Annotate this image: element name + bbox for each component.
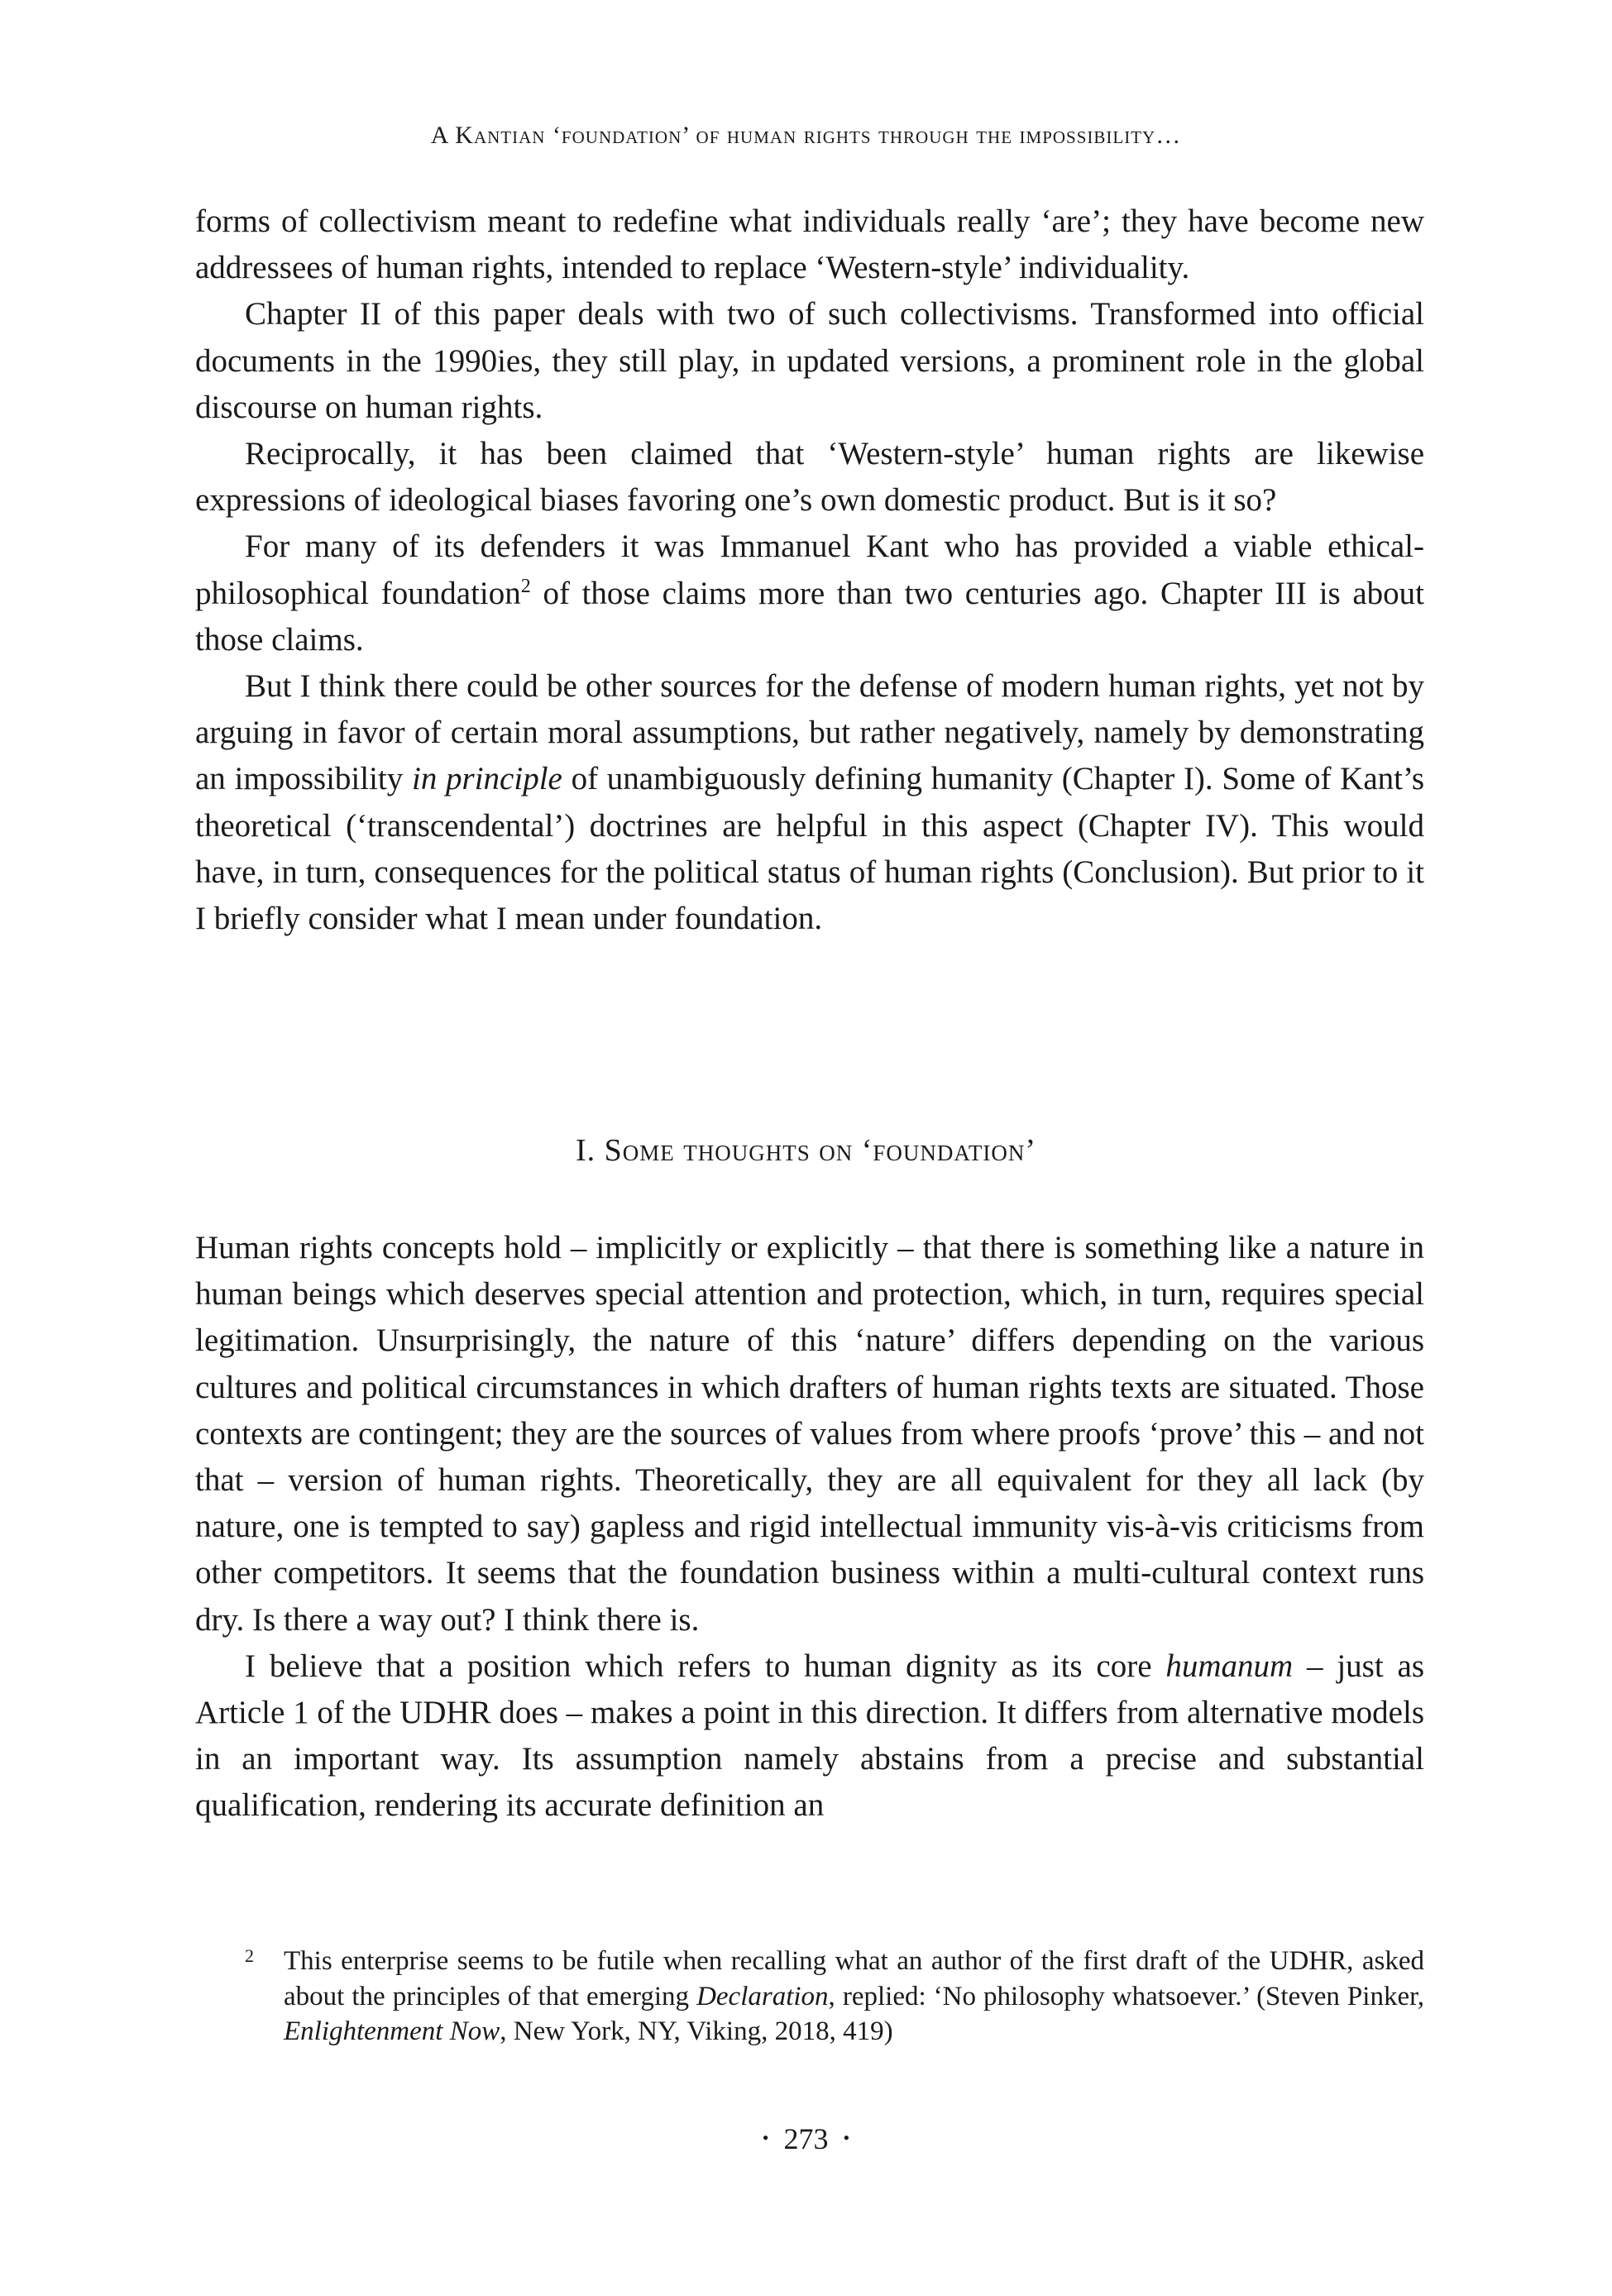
italic-text: Enlightenment Now: [284, 2016, 500, 2046]
paragraph: [195, 1225, 1424, 1643]
text-run: Reciprocally, it has been claimed that ‘Western-style’ human rights are likewise expressions of ideological biases favoring one’s own domestic product. But is it so?: [195, 436, 1424, 519]
text-run: , replied: ‘No philosophy whatsoever.’ (Steven Pinker,: [828, 1981, 1425, 2011]
paragraph: [195, 524, 1424, 663]
page-number-value: 273: [783, 2122, 829, 2155]
paragraph: [195, 1643, 1424, 1830]
footnote-number: 2: [245, 1945, 254, 1966]
italic-text: in principle: [411, 761, 562, 797]
paragraph: [195, 199, 1424, 291]
text-run: – just as Article 1 of the UDHR does – makes a point in this direction. It differs from alternative models in an important way. Its assumption namely abstains from a precise and substantial qualification, rendering its accurate definition an: [195, 1648, 1424, 1824]
page-number: [0, 2119, 1612, 2158]
footnote: [245, 1944, 1424, 2050]
text-run: forms of collectivism meant to redefine what individuals really ‘are’; they have become new addressees of human rights, intended to replace ‘Western-style’ individuality.: [195, 203, 1424, 286]
text-run: This enterprise seems to be futile when recalling what an author of the first draft of the UDHR, asked about the principles of that emerging: [284, 1946, 1424, 2011]
text-run: But I think there could be other sources for the defense of modern human rights, yet not by arguing in favor of certain moral assumptions, but rather negatively, namely by demonstrating an impossibility: [195, 668, 1424, 797]
text-run: of those claims more than two centuries ago. Chapter III is about those claims.: [195, 575, 1425, 658]
text-run: I believe that a position which refers to human dignity as its core: [245, 1648, 1166, 1684]
text-run: Chapter II of this paper deals with two of such collectivisms. Transformed into official documents in the 1990ies, they still play, in updated versions, a prominent role in the global discourse on human rights.: [195, 296, 1424, 425]
paragraph: [195, 291, 1424, 431]
text-run: of unambiguously defining humanity (Chapter I). Some of Kant’s theoretical (‘transcendental’) doctrines are helpful in this aspect (Chapter IV). This would have, in turn, consequences for the political status of human rights (Conclusion). But prior to it I briefly consider what I mean under foundation.: [195, 761, 1425, 937]
paragraph: [195, 663, 1424, 942]
section-text-block: [195, 1225, 1424, 1830]
paragraph: [195, 431, 1424, 524]
italic-text: humanum: [1165, 1648, 1294, 1684]
running-head: A Kantian ‘foundation’ of human rights through the impossibility…: [430, 122, 1182, 149]
text-run: , New York, NY, Viking, 2018, 419): [500, 2016, 893, 2046]
text-run: Human rights concepts hold – implicitly or explicitly – that there is something like a nature in human beings which deserves special attention and protection, which, in turn, requires special legitimation. Unsurprisingly, the nature of this ‘nature’ differs depending on the various cultures and political circumstances in which drafters of human rights texts are situated. Those contexts are contingent; they are the sources of values from where proofs ‘prove’ this – and not that – version of human rights. Theoretically, they are all equivalent for they all lack (by nature, one is tempted to say) gapless and rigid intellectual immunity vis-à-vis criticisms from other competitors. It seems that the foundation business within a multi-cultural context runs dry. Is there a way out? I think there is.: [195, 1230, 1424, 1638]
italic-text: Declaration: [696, 1981, 829, 2011]
section-heading: I. Some thoughts on ‘foundation’: [575, 1133, 1037, 1168]
footnote-reference[interactable]: 2: [520, 575, 531, 597]
footnote-text: [284, 1944, 1424, 2050]
ornament-right-icon: •: [843, 2127, 850, 2148]
text-run: For many of its defenders it was Immanuel Kant who has provided a viable ethical-philosophical foundation: [195, 529, 1424, 611]
intro-text-block: [195, 199, 1424, 942]
ornament-left-icon: •: [762, 2127, 769, 2148]
